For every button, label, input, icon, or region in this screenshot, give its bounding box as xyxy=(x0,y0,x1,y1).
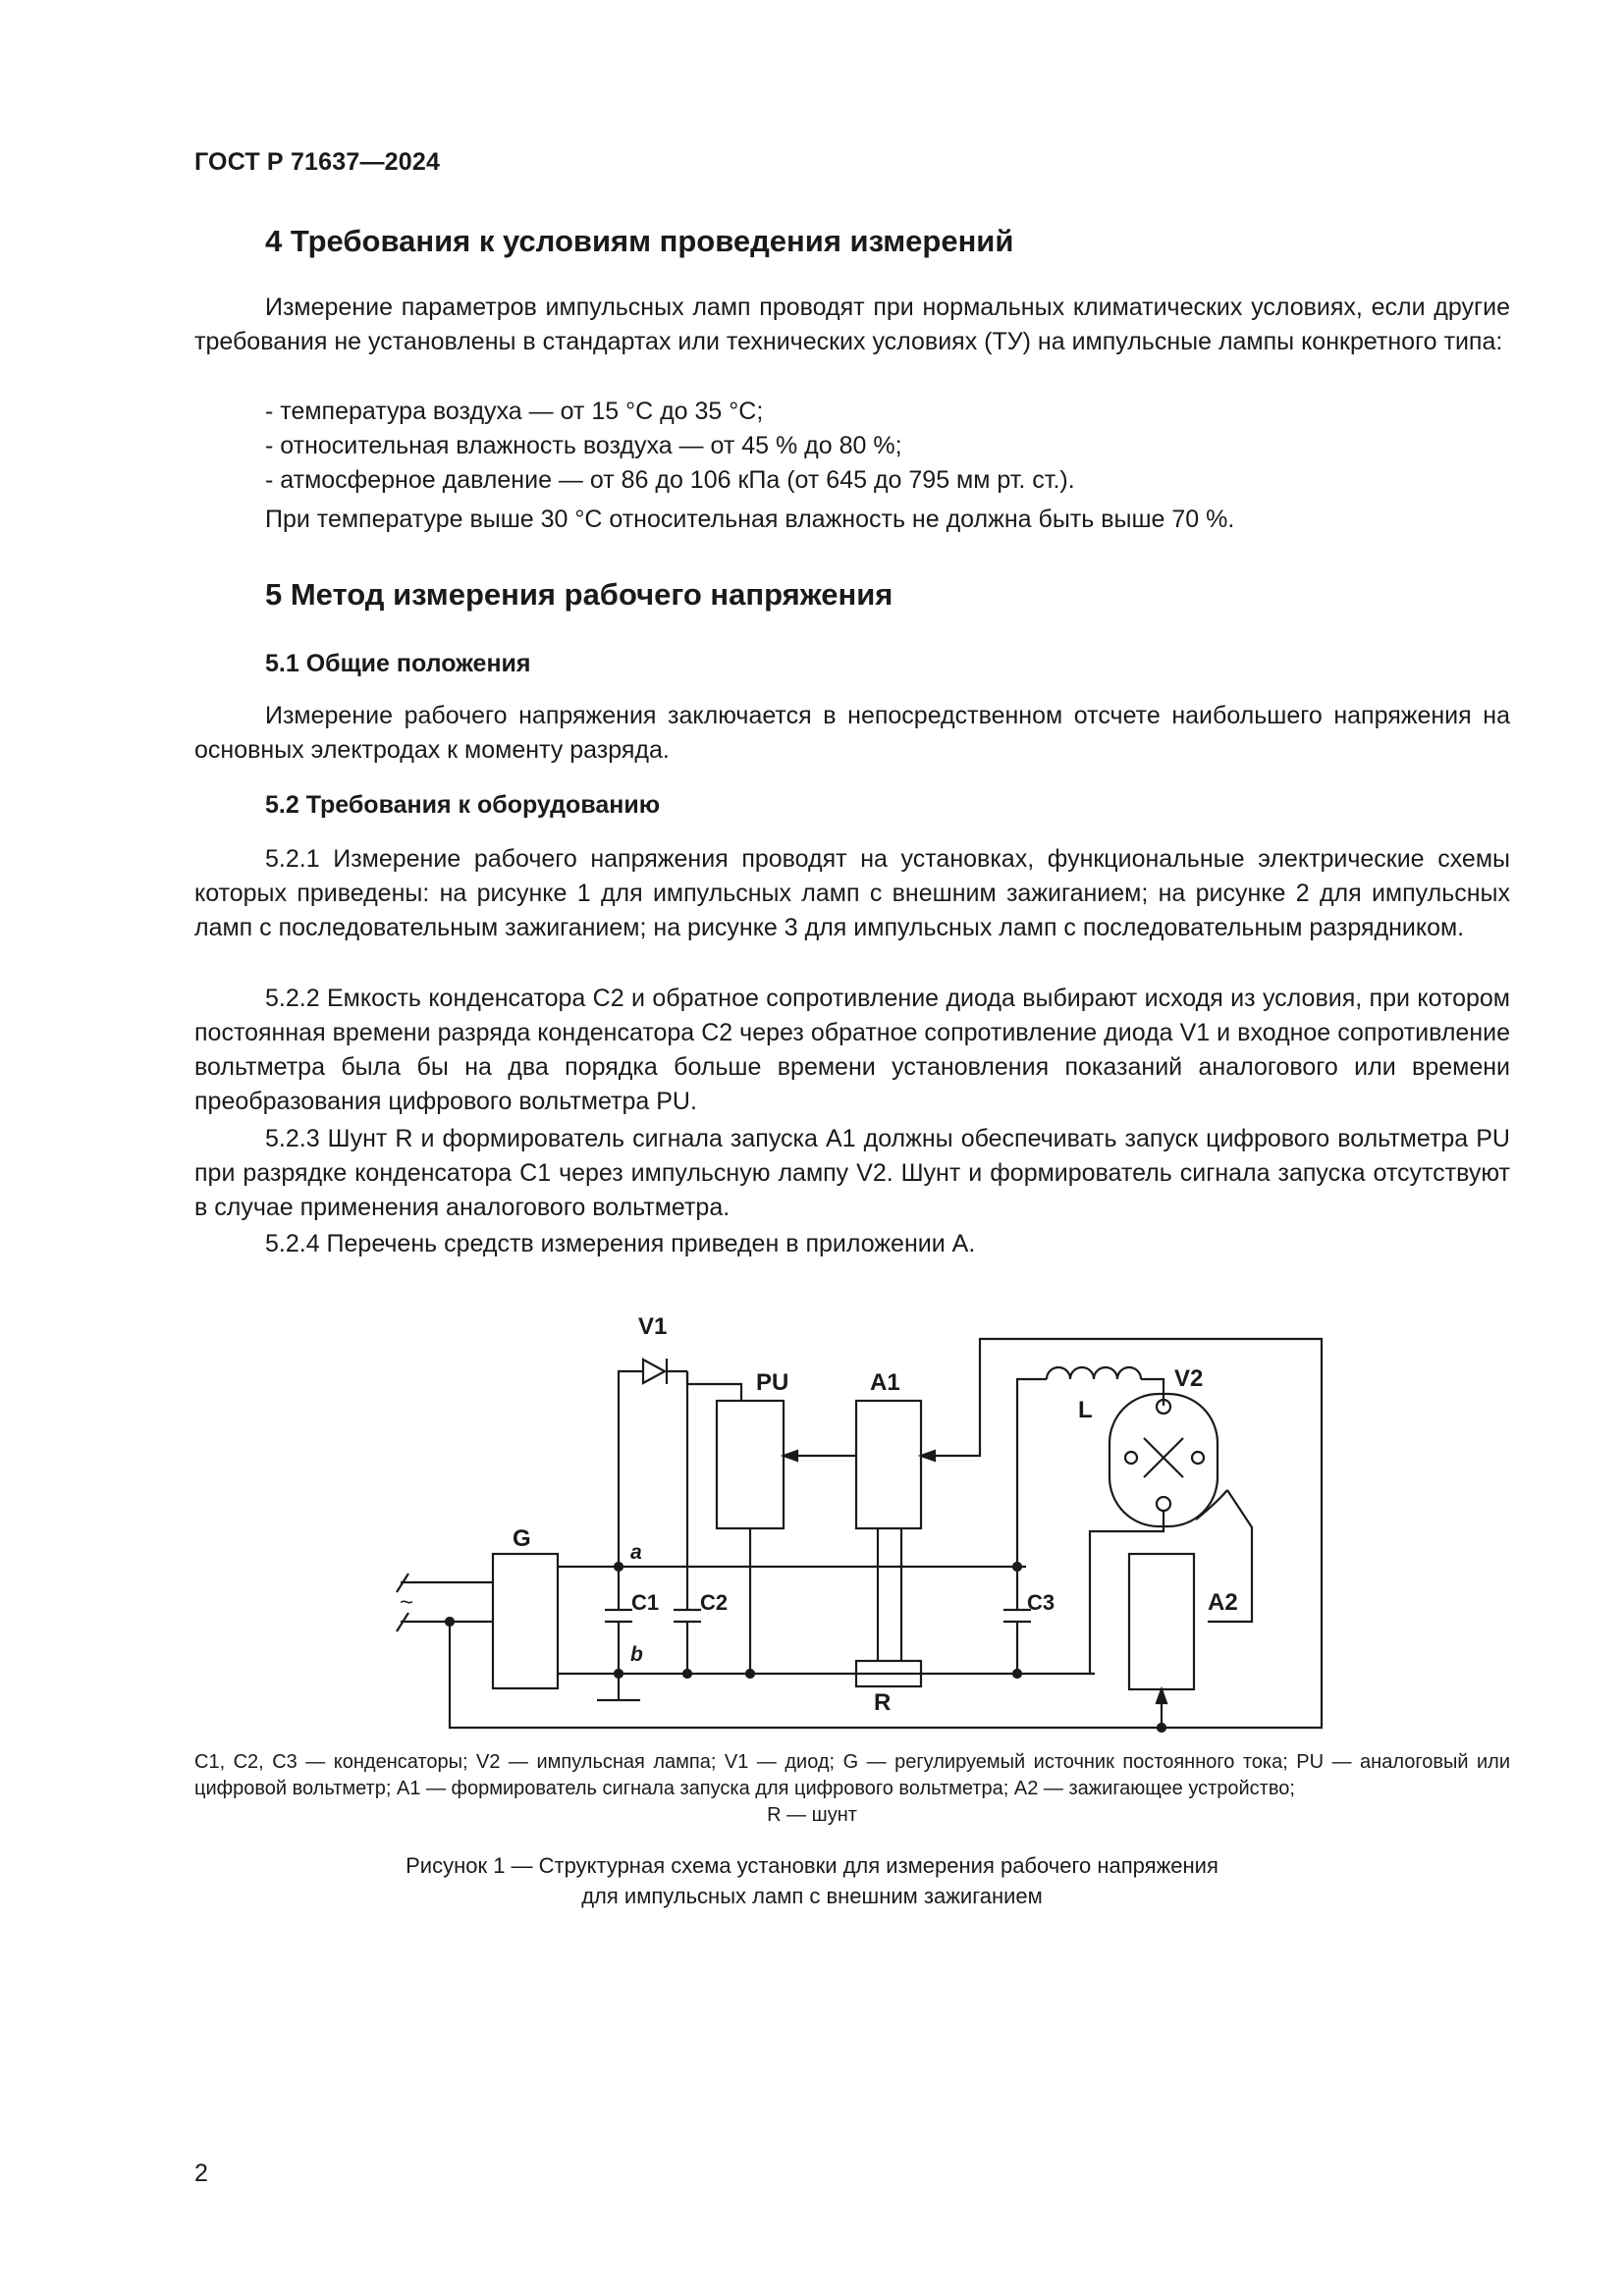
label-pu: PU xyxy=(756,1369,789,1396)
label-c1: C1 xyxy=(631,1590,660,1615)
subsection-5-1-title: 5.1 Общие положения xyxy=(265,650,531,677)
subsection-5-2-title: 5.2 Требования к оборудованию xyxy=(265,791,661,819)
paragraph-5-2-4: 5.2.4 Перечень средств измерения приведен в приложении А. xyxy=(265,1230,976,1257)
capacitor-c2 xyxy=(674,1371,701,1678)
section-4-intro: Измерение параметров импульсных ламп проводят при нормальных климатических условиях, если другие требования не установлены в стандартах или технических условиях (ТУ) на импульсные лампы конкретного типа: xyxy=(194,294,1510,355)
ac-symbol-label: ~ xyxy=(400,1589,414,1616)
paragraph-5-2-3: 5.2.3 Шунт R и формирователь сигнала запуска А1 должны обеспечивать запуск цифрового вольтметра PU при разрядке конденсатора С1 через импульсную лампу V2. Шунт и формирователь сигнала запуска отсутствуют в случае применения аналогового вольтметра. xyxy=(194,1125,1510,1221)
figure-caption-line-1: Рисунок 1 — Структурная схема установки для измерения рабочего напряжения xyxy=(406,1853,1218,1878)
node-b-label: b xyxy=(630,1643,643,1666)
label-v2: V2 xyxy=(1174,1365,1204,1392)
label-v1: V1 xyxy=(638,1313,668,1340)
paragraph-5-2-1: 5.2.1 Измерение рабочего напряжения проводят на установках, функциональные электрические схемы которых приведены: на рисунке 1 для импульсных ламп с внешним зажиганием; на рисунке 2 для импульсных ламп с последовательным зажиганием; на рисунке 3 для импульсных ламп с последовательным разрядником. xyxy=(194,845,1510,941)
diode-v1 xyxy=(643,1359,667,1384)
figure-caption-line-2: для импульсных ламп с внешним зажиганием xyxy=(581,1884,1043,1908)
document-header: ГОСТ Р 71637—2024 xyxy=(194,148,441,176)
voltmeter-pu-block xyxy=(717,1401,784,1528)
condition-item-humidity: - относительная влажность воздуха — от 45 % до 80 %; xyxy=(265,432,902,459)
section-5-title: 5 Метод измерения рабочего напряжения xyxy=(265,577,893,612)
label-a2: A2 xyxy=(1208,1589,1238,1616)
condition-item-temperature: - температура воздуха — от 15 °С до 35 °С; xyxy=(265,398,764,425)
node-a-label: a xyxy=(630,1541,642,1564)
label-a1: A1 xyxy=(870,1369,900,1396)
capacitor-c1 xyxy=(605,1567,632,1674)
circuit-diagram xyxy=(373,1296,1335,1747)
igniter-a2-block xyxy=(1129,1554,1194,1689)
page-number: 2 xyxy=(194,2160,208,2187)
source-g-block xyxy=(493,1554,558,1688)
label-c3: C3 xyxy=(1027,1590,1056,1615)
inductor-l xyxy=(1047,1367,1141,1379)
section-4-note: При температуре выше 30 °С относительная влажность не должна быть выше 70 %. xyxy=(265,506,1235,533)
label-c2: C2 xyxy=(700,1590,729,1615)
trigger-a1-block xyxy=(856,1401,921,1528)
label-l: L xyxy=(1078,1397,1093,1423)
figure-legend-last-line: R — шунт xyxy=(767,1804,857,1826)
paragraph-5-2-2: 5.2.2 Емкость конденсатора С2 и обратное сопротивление диода выбирают исходя из условия, при котором постоянная времени разряда конденсатора С2 через обратное сопротивление диода V1 и входное сопротивление вольтметра была бы на два порядка больше времени установления показаний аналогового или времени преобразования цифрового вольтметра PU. xyxy=(194,985,1510,1115)
subsection-5-1-text: Измерение рабочего напряжения заключается в непосредственном отсчете наибольшего напряжения на основных электродах к моменту разряда. xyxy=(194,702,1510,764)
lamp-v2 xyxy=(1110,1394,1218,1526)
label-r: R xyxy=(874,1689,892,1716)
label-g: G xyxy=(513,1525,531,1552)
section-4-title: 4 Требования к условиям проведения измерений xyxy=(265,224,1014,258)
capacitor-c3 xyxy=(1003,1567,1031,1678)
condition-item-pressure: - атмосферное давление — от 86 до 106 кПа (от 645 до 795 мм рт. ст.). xyxy=(265,466,1075,494)
figure-legend: С1, С2, С3 — конденсаторы; V2 — импульсная лампа; V1 — диод; G — регулируемый источник постоянного тока; PU — аналоговый или цифровой вольтметр; А1 — формирователь сигнала запуска для цифрового вольтметра; А2 — зажигающее устройство; xyxy=(194,1751,1510,1799)
